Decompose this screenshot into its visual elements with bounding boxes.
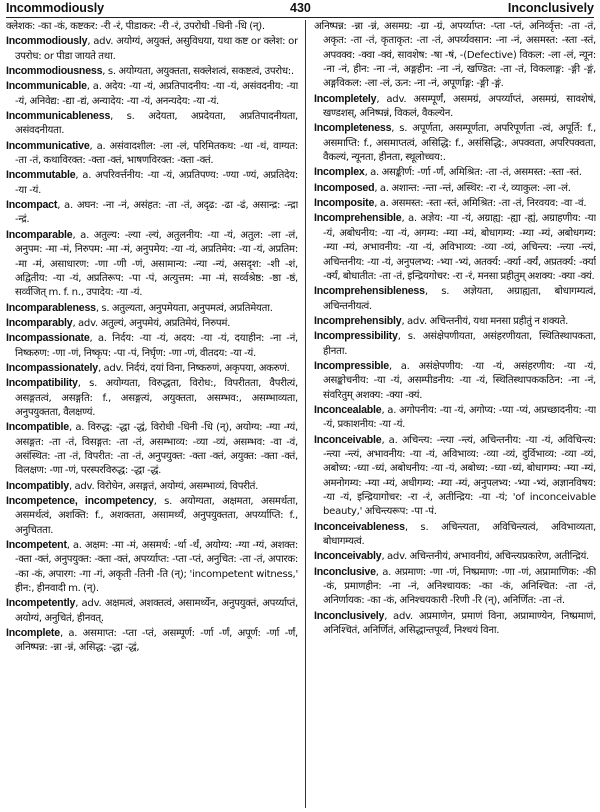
entry-headword: Incomparable (6, 228, 73, 241)
entry-headword: Incompetently (6, 597, 76, 610)
entry-definition: , a. निर्दय: -या -यं, अदय: -या -यं, दयाहीन: -ना -नं, निष्करुण: -णा -णं, निष्कृप: -पा -पं, निर्घृण: -णा -णं, वीतदय: -या -यं. (15, 333, 298, 359)
dictionary-entry (6, 494, 298, 538)
dictionary-entry (6, 376, 298, 420)
dictionary-entry (6, 479, 298, 494)
dictionary-entry (6, 139, 298, 169)
running-head-left: Incommodiously (6, 1, 104, 15)
entry-headword: Incomprehensible (314, 212, 402, 225)
left-column (6, 20, 298, 810)
dictionary-entry (6, 198, 298, 228)
column-divider (305, 20, 306, 808)
dictionary-entry (314, 181, 596, 196)
dictionary-entry (6, 420, 298, 478)
entry-definition: , a. अपरिवर्त्तनीय: -या -यं, अप्रतिपण्य: -ण्या -ण्यं, अप्रतिदेय: -या -यं. (15, 170, 298, 196)
dictionary-entry (314, 403, 596, 433)
dictionary-entry (314, 211, 596, 284)
entry-definition: , adv. अचिन्तनीयं, अभावनीयं, अचिन्त्यप्रकारेण, अतीन्द्रियं. (381, 551, 590, 563)
entry-headword: Incompetent (6, 539, 67, 552)
entry-headword: Incompassionate (6, 332, 90, 345)
dictionary-entry (314, 284, 596, 314)
entry-headword: Incomplete (6, 627, 60, 640)
entry-headword: Incompatible (6, 421, 69, 434)
entry-definition: , a. अप्रमाण: -णा -णं, निष्प्रमाण: -णा -णं, अप्रामाणिक: -की -कं, प्रमाणहीन: -ना -नं, अनिश्चायक: -का -कं, अनिश्चित: -ता -तं, अनिर्णायक: -का -कं, अनिश्चयकारी -रिणी -रि (न्), अनिर्णित: -ता -तं. (323, 566, 596, 607)
entry-definition: क्लेशक: -का -कं, कष्टकर: -री -रं, पीडाकर: -री -रं, उपरोधी -धिनी -धि (न्). (6, 21, 265, 32)
entry-definition: , a. अतुल्य: -ल्या -ल्यं, अतुलनीय: -या -यं, अतुल: -ला -लं, अनुपम: -मा -मं, निरुपम: -मा -मं, अनुपमेय: -या -यं, अप्रतिमेय: -या -यं, अप्रतिम: -मा -मं, असाधारण: -णा -णी -णं, असामान्य: -न्या -न्यं, असदृश: -शी -शं, अद्वितीय: -या -यं, अप्रतिरूप: -पा -पं, अत्युत्तम: -मा -मं, सर्व्वश्रेष्ठ: -ष्ठा -ष्ठं, सर्व्वजित् m. f. n., उपादेय: -या -यं. (15, 229, 298, 299)
right-column (314, 20, 596, 810)
dictionary-entry (314, 609, 596, 639)
entry-definition: , adv. निर्दयं, दयां विना, निष्करुणं, अकृपया, अकरुणं. (97, 362, 290, 374)
entry-definition: , a. असंवादशील: -ला -लं, परिमितकथ: -था -थं, वाग्यत: -ता -तं, कथाविरक्त: -क्ता -क्तं, भाषणविरक्त: -क्ता -क्तं. (15, 140, 298, 167)
dictionary-entry (6, 331, 298, 361)
entry-definition: , a. अचिन्त्य: -न्त्या -न्त्यं, अचिन्तनीय: -या -यं, अविचिन्त्य: -न्त्या -न्त्यं, अभावनीय: -या -यं, अविभाव्य: -व्या -व्यं, दुर्विभाव्य: -व्या -व्यं, अबोध्य: -ध्या -ध्यं, अबोधनीय: -या -यं, अबोध्य: -ध्या -ध्यं, बोधागम्य: -म्या -म्यं, अमनोगम्य: -म्या -म्यं, अधीगम्य: -म्या -म्यं, अनुपलभ्य: -भ्या -भ्यं, अज्ञानविषय: -या -यं, इन्द्रियागोचर: -रा -रं, अतीन्द्रिय: -या -यं; 'of inconceivable beauty,' अचिन्त्यरूप: -पा -पं. (323, 434, 596, 518)
dictionary-entry (6, 109, 298, 139)
entry-headword: Incommunicable (6, 80, 87, 93)
entry-headword: Incompassionately (6, 361, 98, 374)
entry-headword: Incomprehensibleness (314, 285, 425, 298)
dictionary-entry (6, 20, 298, 34)
dictionary-entry (6, 34, 298, 64)
dictionary-entry (6, 626, 298, 656)
entry-headword: Incommutable (6, 169, 76, 182)
dictionary-entry (6, 596, 298, 626)
entry-definition: , adv. अक्षमत्वं, अशक्तत्वं, असामर्थ्येन, अनुपयुक्तं, अपर्य्याप्तं, अयोग्यं, अनुचितं, हीनवत्. (15, 598, 298, 624)
entry-definition: , s. असंक्षेपणीयता, असंहरणीयता, स्थितिस्थापकता, हीनता. (323, 331, 596, 357)
entry-definition: , a. अघन: -ना -नं, असंहत: -ता -तं, अदृढ: -ढा -ढं, असान्द्र: -न्द्रा -न्द्रं. (15, 200, 298, 226)
entry-definition: , a. अक्षम: -मा -मं, असमर्थ: -र्था -र्थं, अयोग्य: -ग्या -ग्यं, अशक्त: -क्ता -क्तं, अनुपयुक्त: -क्ता -क्तं, अपर्य्याप्त: -प्ता -प्तं, अनुचित: -ता -तं, अपारक: -का -कं, अपारग: -गा -गं, अकृती -तिनी -ति (न्); 'incompetent witness,' हीन:, हीनवादी m. (न्). (15, 540, 298, 595)
entry-headword: Incompatibility (6, 377, 78, 390)
entry-definition: , adv. असम्पूर्णं, असमग्रं, अपर्य्याप्तं, असमग्रं, सावशेषं, खण्डशस्, अनिष्पन्नं, विकलं, वैकल्येन. (323, 93, 596, 120)
entry-definition: , adv. अतुल्यं, अनुपमेयं, अप्रतिमेयं, निरुपमं. (72, 317, 231, 329)
entry-headword: Incomparableness (6, 301, 96, 314)
entry-definition: , adv. अप्रमाणेन, प्रमाणं विना, अप्रामाण्येन, निष्प्रमाणं, अनिश्चितं, अनिर्णितं, असिद्धान्तपूर्व्वं, निश्चयं विना. (323, 610, 596, 637)
entry-definition: , adv. विरोधेन, असङ्गतं, अयोग्यं, असम्भाव्यं, विपरीतं. (68, 480, 259, 492)
entry-definition: , adv. अयोग्यं, अयुक्तं, असुविधया, यथा कष्ट or क्लेश: or उपरोध: or पीडा जायते तथा. (15, 36, 298, 62)
entry-definition: , a. विरुद्ध: -द्धा -द्धं, विरोधी -धिनी -धि (न्), अयोग्य: -ग्या -ग्यं, असङ्गत: -ता -तं, विसङ्गत: -ता -तं, असम्भाव्य: -व्या -व्यं, असम्भव: -वा -वं, असंस्थित: -ता -तं, विपरीत: -ता -तं, अनुपयुक्त: -क्ता -क्तं, अयुक्त: -क्ता -क्तं, विलक्षण: -णा -णं, परस्परविरुद्ध: -द्धा -द्धं. (15, 422, 298, 477)
entry-definition: , s. अचिन्त्यता, अविचिन्त्यत्वं, अविभाव्यता, बोधागम्यत्वं. (323, 521, 596, 548)
dictionary-entry (6, 64, 298, 79)
entry-headword: Incomposed (314, 181, 375, 194)
dictionary-entry (314, 165, 596, 180)
entry-definition: , a. अगोपनीय: -या -यं, अगोप्य: -प्या -प्यं, अप्रच्छादनीय: -या -यं, प्रकाशनीय: -या -यं. (323, 404, 596, 431)
entry-definition: , a. असङ्कीर्ण: -र्णा -र्णं, अमिश्रित: -ता -तं, असमस्त: -स्ता -स्तं. (364, 167, 582, 179)
entry-definition: , s. अयोग्यता, अयुक्तता, सक्लेशत्वं, सकष्टत्वं, उपरोध:. (102, 66, 294, 78)
entry-headword: Incommodiously (6, 35, 88, 48)
entry-headword: Incompressible (314, 359, 389, 372)
dictionary-entry (314, 92, 596, 122)
entry-headword: Inconceivableness (314, 520, 405, 533)
entry-definition: , a. असमाप्त: -प्ता -प्तं, असम्पूर्ण: -र्णा -र्णं, अपूर्ण: -र्णा -र्णं, अनिष्पन्न: -न्ना -न्नं, असिद्ध: -द्धा -द्धं, (15, 628, 298, 654)
entry-headword: Inconcealable (314, 403, 382, 416)
entry-headword: Incomparably (6, 316, 73, 329)
dictionary-entry (314, 565, 596, 609)
entry-definition: , s. अज्ञेयता, अग्राह्यता, बोधागम्यत्वं, अचिन्तनीयत्वं. (323, 286, 596, 312)
entry-definition: , a. अदेय: -या -यं, अप्रतिपादनीय: -या -यं, असंवदनीय: -या -यं, अनिवेद्य: -द्या -द्यं, अन्यादेय: -या -यं, अनन्यदेय: -या -यं. (15, 81, 298, 107)
entry-definition: , adv. अचिन्तनीयं, यथा मनसा प्रहीतुं न शक्यते. (401, 315, 569, 327)
dictionary-entry (314, 20, 596, 92)
dictionary-entry (6, 301, 298, 316)
entry-definition: , s. अपूर्णता, असम्पूर्णता, अपरिपूर्णता -त्वं, अपूर्ति: f., असमाप्ति: f., असमाप्तत्वं, असिद्धि: f., असंसिद्धि:, अपक्वता, अपरिपक्वता, वैकल्यं, न्यूनता, हीनता, स्थूलोच्चय:. (323, 123, 596, 164)
entry-headword: Incompressibility (314, 330, 398, 343)
dictionary-entry (314, 329, 596, 359)
dictionary-entry (6, 228, 298, 301)
dictionary-entry (314, 549, 596, 564)
entry-headword: Inconclusively (314, 609, 385, 622)
entry-headword: Incompact (6, 199, 58, 212)
entry-definition: , a. असमस्त: -स्ता -स्तं, अमिश्रित: -ता -तं, निरवयव: -वा -वं. (374, 198, 587, 210)
entry-definition: , a. असंक्षेपणीय: -या -यं, असंहरणीय: -या -यं, असङ्कोचनीय: -या -यं, असम्पीडनीय: -या -यं, स्थितिस्थापककठिन: -ना -नं, संवरितुम् अशक्य: -क्या -क्यं. (323, 360, 596, 401)
page-number: 430 (290, 1, 311, 15)
dictionary-entry (6, 79, 298, 109)
dictionary-entry (314, 359, 596, 403)
entry-headword: Incompletely (314, 92, 377, 105)
dictionary-entry (6, 316, 298, 331)
entry-definition: अनिष्पन्न: -न्ना -न्नं, असमग्र: -ग्रा -ग्रं, अपर्य्याप्त: -प्ता -प्तं, अनिर्व्वृत्त: -ता -तं, अकृत: -ता -तं, कृताकृत: -ता -तं, अपर्य्यवसान: -ना -नं, असमस्त: -स्ता -स्तं, अपवक्व: -क्वा -क्वं, सावशेष: -षा -षं, -(Defective) विकल: -ला -लं, न्यून: -ना -नं, हीन: -ना -नं, अङ्गहीन: -ना -नं, खण्डित: -ता -तं, विकलाङ्ग: -ङ्गी -ङ्गं, अङ्गविकल: -ला -लं, ऊन: -ना -नं, अपूर्णाङ्ग: -ङ्गी -ङ्गं. (314, 21, 596, 90)
dictionary-entry (314, 433, 596, 520)
dictionary-entry (6, 538, 298, 596)
entry-headword: Incomplex (314, 166, 365, 179)
entry-definition: , s. अयोग्यता, विरुद्धता, विरोध:, विपरीतता, वैपरीत्यं, असङ्गतत्वं, असङ्गति: f., असङ्गत्यं, अयुक्तता, असम्भव:, असम्भाव्यता, अनुपयुक्तता, वैलक्षण्यं. (15, 378, 298, 418)
entry-definition: , s. अतुल्यता, अनुपमेयता, अनुपमत्वं, अप्रतिमेयता. (95, 302, 273, 314)
dictionary-entry (314, 196, 596, 211)
entry-headword: Incompetence, incompetency (6, 495, 154, 507)
entry-headword: Incomprehensibly (314, 314, 402, 327)
running-head-right: Inconclusively (507, 1, 594, 15)
entry-definition: , s. अयोग्यता, अक्षमता, असमर्थता, असमर्थत्वं, अशक्ति: f., अशक्तता, असामर्थ्यं, अनुपयुक्तता, अपर्य्याप्ति: f., अनुचितता. (15, 496, 298, 536)
dictionary-entry (314, 520, 596, 550)
entry-headword: Incomposite (314, 197, 375, 210)
entry-headword: Incommunicableness (6, 110, 111, 123)
entry-headword: Incommunicative (6, 139, 90, 152)
entry-definition: , a. अज्ञेय: -या -यं, अग्राह्य: -ह्या -ह्यं, अग्राहणीय: -या -यं, अबोधनीय: -या -यं, अगम्य: -म्या -म्यं, बोधागम्य: -म्या -म्यं, अबोधगम्य: -म्या -म्यं, अभावनीय: -या -यं, अविभाव्य: -व्या -व्यं, अचिन्त्य: -न्त्या -न्त्यं, अचिन्तनीय: -या -यं, अनुपलभ्य: -भ्या -भ्यं, अतर्क्य: -र्क्या -र्क्यं, अप्रतर्क्य: -र्क्या -र्क्यं, बोधातीत: -ता -तं, इन्द्रियगोचर: -रा -रं, मनसा प्रहीतुम् अशक्य: -क्या -क्यं. (323, 213, 596, 282)
entry-headword: Inconceivably (314, 550, 382, 563)
entry-headword: Incompleteness (314, 122, 392, 135)
dictionary-entry (6, 168, 298, 198)
dictionary-entry (314, 121, 596, 165)
entry-headword: Incommodiousness (6, 65, 103, 78)
entry-headword: Incompatibly (6, 479, 69, 492)
entry-definition: , s. अदेयता, अप्रदेयता, अप्रतिपादनीयता, असंवदनीयता. (15, 111, 298, 137)
page-header (6, 0, 594, 18)
entry-definition: , a. अशान्त: -न्ता -न्तं, अस्थिर: -रा -रं, व्याकुल: -ला -लं. (374, 182, 571, 194)
entry-headword: Inconceivable (314, 433, 382, 446)
dictionary-entry (6, 361, 298, 376)
dictionary-entry (314, 314, 596, 329)
entry-headword: Inconclusive (314, 565, 376, 578)
